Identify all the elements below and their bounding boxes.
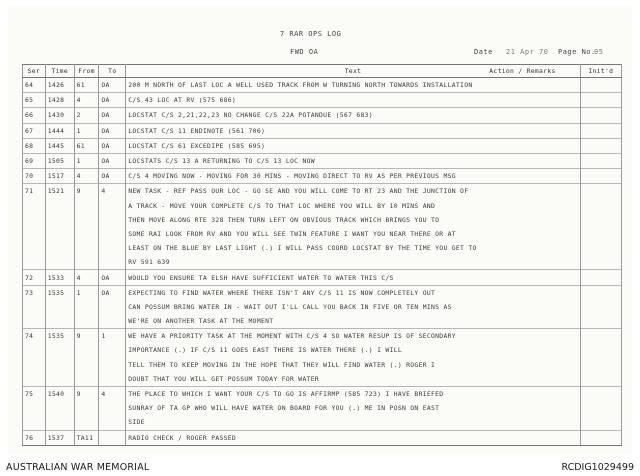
- text-cell: TELL THEM TO KEEP MOVING IN THE HOPE THAT THEY WILL FIND WATER (.) ROGER I: [126, 358, 580, 372]
- serial-cell: [23, 401, 46, 415]
- table-row: [23, 108, 622, 123]
- initials-cell: [580, 78, 621, 93]
- initials-cell: [580, 401, 621, 415]
- initials-cell: [580, 285, 621, 300]
- from-cell: [74, 241, 99, 255]
- text-cell: LOCSTAT C/S 11 ENDINOTE (561 706): [126, 123, 580, 138]
- table-row: [23, 270, 622, 285]
- initials-cell: [580, 108, 621, 123]
- initials-cell: [580, 314, 621, 329]
- time-cell: [45, 241, 74, 255]
- table-row: [23, 78, 622, 93]
- to-cell: [99, 430, 126, 445]
- table-row: [23, 93, 622, 108]
- from-cell: 9: [74, 386, 99, 401]
- page-number-label: Page No.: [558, 48, 596, 56]
- initials-cell: [580, 430, 621, 445]
- table-row: [23, 227, 622, 241]
- column-header-action-remarks: Action / Remarks: [489, 67, 556, 75]
- text-cell: DOUBT THAT YOU WILL GET POSSUM TODAY FOR WATER: [126, 372, 580, 387]
- serial-cell: [23, 255, 46, 270]
- from-cell: 2: [74, 108, 99, 123]
- initials-cell: [580, 343, 621, 357]
- ops-log-body: [23, 78, 622, 446]
- time-cell: [45, 199, 74, 213]
- from-cell: 1: [74, 123, 99, 138]
- serial-cell: [23, 415, 46, 430]
- time-cell: 1444: [45, 123, 74, 138]
- serial-cell: [23, 213, 46, 227]
- text-cell: C/S 4 MOVING NOW - MOVING FOR 30 MINS - MOVING DIRECT TO RV AS PER PREVIOUS MSG: [126, 169, 580, 184]
- text-cell: THEN MOVE ALONG RTE 328 THEN TURN LEFT ON OBVIOUS TRACK WHICH BRINGS YOU TO: [126, 213, 580, 227]
- initials-cell: [580, 255, 621, 270]
- text-cell: RV 591 639: [126, 255, 580, 270]
- serial-cell: [23, 227, 46, 241]
- table-row: [23, 241, 622, 255]
- from-cell: [74, 415, 99, 430]
- serial-cell: 72: [23, 270, 46, 285]
- page-number-value: 05: [594, 48, 604, 56]
- from-cell: 9: [74, 184, 99, 199]
- time-cell: [45, 314, 74, 329]
- table-row: [23, 213, 622, 227]
- to-cell: [99, 255, 126, 270]
- archive-credit: AUSTRALIAN WAR MEMORIAL: [6, 462, 150, 473]
- table-row: [23, 199, 622, 213]
- text-cell: LOCSTAT C/S 61 EXCEDIPE (585 695): [126, 138, 580, 153]
- serial-cell: [23, 372, 46, 387]
- table-row: [23, 343, 622, 357]
- table-row: [23, 372, 622, 387]
- text-cell: WE HAVE A PRIORITY TASK AT THE MOMENT WITH C/S 4 SO WATER RESUP IS OF SECONDARY: [126, 329, 580, 344]
- text-cell: WE'RE ON ANOTHER TASK AT THE MOMENT: [126, 314, 580, 329]
- to-cell: [99, 401, 126, 415]
- text-cell: CAN POSSUM BRING WATER IN - WAIT OUT I'LL CALL YOU BACK IN FIVE OR TEN MINS AS: [126, 300, 580, 314]
- table-row: [23, 358, 622, 372]
- time-cell: [45, 358, 74, 372]
- table-row: [23, 255, 622, 270]
- initials-cell: [580, 415, 621, 430]
- from-cell: 1: [74, 153, 99, 168]
- initials-cell: [580, 169, 621, 184]
- initials-cell: [580, 372, 621, 387]
- from-cell: [74, 343, 99, 357]
- archive-reference: RCDIG1029499: [561, 462, 634, 473]
- initials-cell: [580, 227, 621, 241]
- text-cell: SOME RAI LOOK FROM RV AND YOU WILL SEE TWIN FEATURE I WANT YOU NEAR THERE OR AT: [126, 227, 580, 241]
- column-header-to: To: [99, 65, 126, 78]
- initials-cell: [580, 213, 621, 227]
- initials-cell: [580, 300, 621, 314]
- time-cell: [45, 372, 74, 387]
- serial-cell: 68: [23, 138, 46, 153]
- serial-cell: 65: [23, 93, 46, 108]
- column-header-serial: Ser: [23, 65, 46, 78]
- time-cell: [45, 227, 74, 241]
- text-cell: SIDE: [126, 415, 580, 430]
- time-cell: [45, 415, 74, 430]
- serial-cell: 64: [23, 78, 46, 93]
- serial-cell: [23, 343, 46, 357]
- from-cell: 1: [74, 285, 99, 300]
- text-cell: THE PLACE TO WHICH I WANT YOUR C/S TO GO IS AFFIRMP (585 723) I HAVE BRIEFED: [126, 386, 580, 401]
- from-cell: 9: [74, 329, 99, 344]
- initials-cell: [580, 138, 621, 153]
- time-cell: 1540: [45, 386, 74, 401]
- to-cell: OA: [99, 285, 126, 300]
- to-cell: [99, 213, 126, 227]
- table-row: [23, 430, 622, 445]
- table-row: [23, 285, 622, 300]
- table-row: [23, 138, 622, 153]
- column-header-time: Time: [45, 65, 74, 78]
- serial-cell: 73: [23, 285, 46, 300]
- serial-cell: [23, 314, 46, 329]
- time-cell: [45, 300, 74, 314]
- serial-cell: [23, 199, 46, 213]
- from-cell: [74, 372, 99, 387]
- to-cell: [99, 415, 126, 430]
- serial-cell: [23, 300, 46, 314]
- to-cell: OA: [99, 138, 126, 153]
- to-cell: OA: [99, 270, 126, 285]
- text-cell: IMPORTANCE (.) IF C/S 11 GOES EAST THERE IS WATER THERE (.) I WILL: [126, 343, 580, 357]
- table-row: [23, 169, 622, 184]
- text-cell: SUNRAY OF TA GP WHO WILL HAVE WATER ON BOARD FOR YOU (.) ME IN POSN ON EAST: [126, 401, 580, 415]
- table-row: [23, 123, 622, 138]
- text-cell: WOULD YOU ENSURE TA ELSH HAVE SUFFICIENT WATER TO WATER THIS C/S: [126, 270, 580, 285]
- serial-cell: 70: [23, 169, 46, 184]
- from-cell: 61: [74, 78, 99, 93]
- to-cell: OA: [99, 93, 126, 108]
- initials-cell: [580, 270, 621, 285]
- table-row: [23, 329, 622, 344]
- date-value: 21 Apr 70: [506, 48, 549, 56]
- ops-log-table: [22, 64, 622, 446]
- from-cell: [74, 213, 99, 227]
- serial-cell: 74: [23, 329, 46, 344]
- initials-cell: [580, 123, 621, 138]
- table-header-row: [23, 65, 622, 78]
- to-cell: OA: [99, 123, 126, 138]
- to-cell: [99, 241, 126, 255]
- time-cell: [45, 401, 74, 415]
- serial-cell: 66: [23, 108, 46, 123]
- to-cell: OA: [99, 108, 126, 123]
- from-cell: [74, 300, 99, 314]
- from-cell: 4: [74, 93, 99, 108]
- time-cell: 1505: [45, 153, 74, 168]
- initials-cell: [580, 241, 621, 255]
- from-cell: [74, 255, 99, 270]
- time-cell: 1535: [45, 329, 74, 344]
- serial-cell: [23, 358, 46, 372]
- from-cell: 61: [74, 138, 99, 153]
- text-cell: LOCSTATS C/S 13 A RETURNING TO C/S 13 LOC NOW: [126, 153, 580, 168]
- log-title: 7 RAR OPS LOG: [280, 30, 342, 38]
- time-cell: 1445: [45, 138, 74, 153]
- column-header-from: From: [74, 65, 99, 78]
- text-cell: C/S 43 LOC AT RV (575 686): [126, 93, 580, 108]
- to-cell: [99, 199, 126, 213]
- log-subtitle: FWD OA: [290, 48, 319, 56]
- initials-cell: [580, 199, 621, 213]
- to-cell: [99, 227, 126, 241]
- time-cell: 1533: [45, 270, 74, 285]
- serial-cell: [23, 241, 46, 255]
- initials-cell: [580, 358, 621, 372]
- table-row: [23, 314, 622, 329]
- text-cell: EXPECTING TO FIND WATER WHERE THERE ISN'T ANY C/S 11 IS NOW COMPLETELY OUT: [126, 285, 580, 300]
- table-row: [23, 386, 622, 401]
- initials-cell: [580, 329, 621, 344]
- time-cell: 1535: [45, 285, 74, 300]
- to-cell: 1: [99, 329, 126, 344]
- text-cell: NEW TASK - REF PASS OUR LOC - GO SE AND YOU WILL COME TO RT 23 AND THE JUNCTION OF: [126, 184, 580, 199]
- from-cell: 4: [74, 169, 99, 184]
- serial-cell: 71: [23, 184, 46, 199]
- from-cell: [74, 314, 99, 329]
- from-cell: TA11: [74, 430, 99, 445]
- to-cell: OA: [99, 78, 126, 93]
- to-cell: [99, 358, 126, 372]
- from-cell: [74, 227, 99, 241]
- initials-cell: [580, 93, 621, 108]
- column-header-initials: Init'd: [580, 65, 621, 78]
- serial-cell: 76: [23, 430, 46, 445]
- table-row: [23, 153, 622, 168]
- text-cell: RADIO CHECK / ROGER PASSED: [126, 430, 580, 445]
- to-cell: [99, 372, 126, 387]
- from-cell: 4: [74, 270, 99, 285]
- table-row: [23, 415, 622, 430]
- to-cell: [99, 343, 126, 357]
- to-cell: OA: [99, 153, 126, 168]
- to-cell: [99, 314, 126, 329]
- time-cell: 1517: [45, 169, 74, 184]
- serial-cell: 67: [23, 123, 46, 138]
- from-cell: [74, 401, 99, 415]
- text-cell: 200 M NORTH OF LAST LOC A WELL USED TRACK FROM W TURNING NORTH TOWARDS INSTALLATION: [126, 78, 580, 93]
- table-row: [23, 300, 622, 314]
- from-cell: [74, 358, 99, 372]
- table-row: [23, 401, 622, 415]
- to-cell: OA: [99, 169, 126, 184]
- initials-cell: [580, 153, 621, 168]
- text-cell: LOCSTAT C/S 2,21,22,23 NO CHANGE C/S 22A POTANDUE (567 683): [126, 108, 580, 123]
- time-cell: [45, 343, 74, 357]
- time-cell: 1521: [45, 184, 74, 199]
- column-header-text-action: [126, 65, 580, 78]
- to-cell: 4: [99, 184, 126, 199]
- from-cell: [74, 199, 99, 213]
- serial-cell: 69: [23, 153, 46, 168]
- time-cell: 1428: [45, 93, 74, 108]
- serial-cell: 75: [23, 386, 46, 401]
- initials-cell: [580, 184, 621, 199]
- text-cell: LEAST ON THE BLUE BY LAST LIGHT (.) I WILL PASS COORD LOCSTAT BY THE TIME YOU GET TO: [126, 241, 580, 255]
- initials-cell: [580, 386, 621, 401]
- table-row: [23, 184, 622, 199]
- time-cell: [45, 255, 74, 270]
- time-cell: 1537: [45, 430, 74, 445]
- date-label: Date: [474, 48, 493, 56]
- text-cell: A TRACK - MOVE YOUR COMPLETE C/S TO THAT LOC WHERE YOU WILL BY 10 MINS AND: [126, 199, 580, 213]
- time-cell: 1430: [45, 108, 74, 123]
- time-cell: [45, 213, 74, 227]
- to-cell: [99, 300, 126, 314]
- to-cell: 4: [99, 386, 126, 401]
- column-header-text: Text: [344, 67, 362, 75]
- time-cell: 1426: [45, 78, 74, 93]
